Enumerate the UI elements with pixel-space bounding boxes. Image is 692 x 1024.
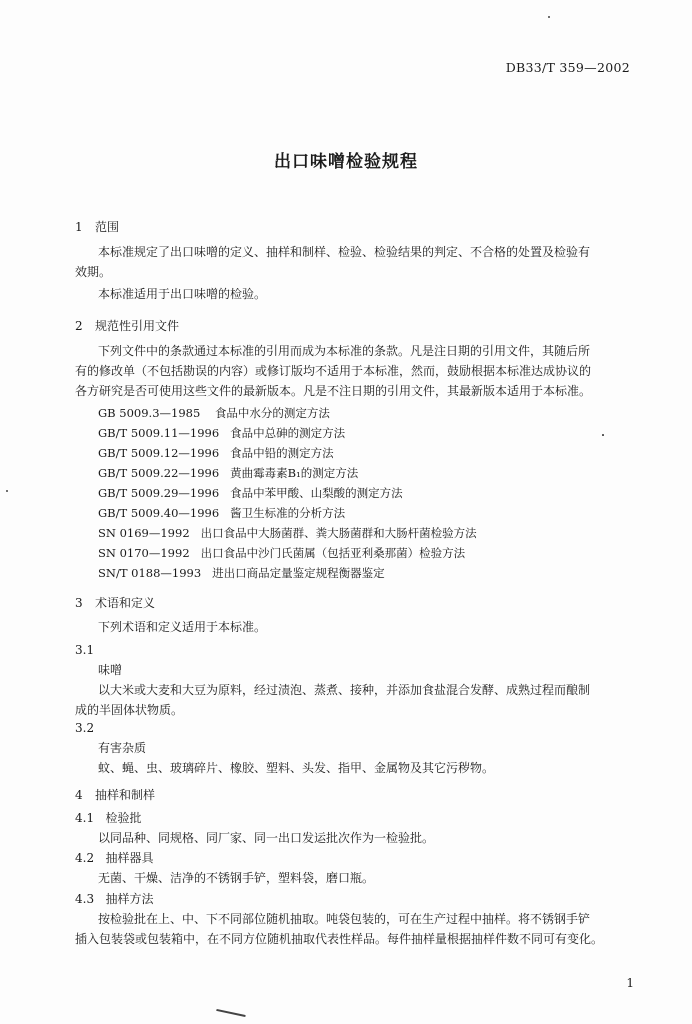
reference-code: GB/T 5009.12—1996 bbox=[98, 446, 220, 460]
reference-item bbox=[98, 485, 403, 501]
section-2-heading bbox=[75, 317, 179, 334]
reference-item bbox=[98, 505, 345, 521]
reference-code: SN 0170—1992 bbox=[98, 546, 190, 560]
reference-code: SN 0169—1992 bbox=[98, 526, 190, 540]
scan-speck bbox=[216, 1009, 246, 1017]
section-2-intro-line1: 下列文件中的条款通过本标准的引用而成为本标准的条款。凡是注日期的引用文件，其随后所 bbox=[98, 344, 591, 358]
section-number: 1 bbox=[75, 220, 83, 234]
subsection-number: 4.3 bbox=[75, 892, 95, 906]
reference-code: SN/T 0188—1993 bbox=[98, 566, 202, 580]
section-1-heading bbox=[75, 218, 119, 235]
document-title: 出口味噌检验规程 bbox=[274, 152, 418, 172]
section-title: 范围 bbox=[95, 220, 120, 234]
section-title: 规范性引用文件 bbox=[95, 319, 180, 333]
reference-title: 出口食品中大肠菌群、粪大肠菌群和大肠杆菌检验方法 bbox=[200, 526, 477, 540]
definition-text-line2: 成的半固体状物质。 bbox=[75, 703, 184, 717]
reference-title: 进出口商品定量鉴定规程衡器鉴定 bbox=[212, 566, 385, 580]
reference-title: 酱卫生标准的分析方法 bbox=[230, 506, 346, 520]
section-4-heading bbox=[75, 786, 155, 803]
section-3-heading bbox=[75, 594, 155, 611]
reference-title: 食品中总砷的测定方法 bbox=[230, 426, 346, 440]
reference-title: 出口食品中沙门氏菌属（包括亚利桑那菌）检验方法 bbox=[200, 546, 466, 560]
subsection-number: 4.2 bbox=[75, 851, 95, 865]
subsection-title: 抽样方法 bbox=[105, 892, 154, 906]
reference-item bbox=[98, 425, 345, 441]
section-number: 2 bbox=[75, 319, 83, 333]
page-number: 1 bbox=[626, 976, 634, 990]
scan-speck bbox=[602, 434, 604, 436]
section-2-intro-line3: 各方研究是否可使用这些文件的最新版本。凡是不注日期的引用文件，其最新版本适用于本标准。 bbox=[75, 384, 592, 398]
subsection-title: 抽样器具 bbox=[105, 851, 154, 865]
section-title: 抽样和制样 bbox=[95, 788, 156, 802]
reference-item bbox=[98, 465, 358, 481]
subsection-4-1-text: 以同品种、同规格、同厂家、同一出口发运批次作为一检验批。 bbox=[98, 831, 435, 845]
definition-text-line1: 以大米或大麦和大豆为原料，经过渍泡、蒸煮、接种，并添加食盐混合发酵、成熟过程而酿制 bbox=[98, 683, 591, 697]
reference-title: 食品中苯甲酸、山梨酸的测定方法 bbox=[230, 486, 403, 500]
definition-term: 有害杂质 bbox=[98, 741, 147, 755]
subsection-number: 4.1 bbox=[75, 811, 95, 825]
reference-item bbox=[98, 445, 334, 461]
reference-code: GB/T 5009.40—1996 bbox=[98, 506, 220, 520]
definition-number: 3.1 bbox=[75, 643, 95, 657]
reference-code: GB/T 5009.29—1996 bbox=[98, 486, 220, 500]
scan-speck bbox=[6, 490, 8, 492]
section-number: 4 bbox=[75, 788, 83, 802]
section-title: 术语和定义 bbox=[95, 596, 156, 610]
reference-item bbox=[98, 525, 477, 541]
reference-item bbox=[98, 565, 385, 581]
reference-code: GB 5009.3—1985 bbox=[98, 406, 201, 420]
subsection-4-2-heading bbox=[75, 848, 154, 868]
doc-code: DB33/T 359—2002 bbox=[505, 60, 630, 75]
subsection-4-3-heading bbox=[75, 889, 154, 909]
section-3-intro: 下列术语和定义适用于本标准。 bbox=[98, 620, 267, 634]
subsection-4-2-text: 无菌、干燥、洁净的不锈钢手铲，塑料袋，磨口瓶。 bbox=[98, 871, 375, 885]
definition-number: 3.2 bbox=[75, 721, 95, 735]
reference-title: 食品中铅的测定方法 bbox=[230, 446, 334, 460]
section-1-para2: 本标准适用于出口味噌的检验。 bbox=[98, 287, 267, 301]
section-2-intro-line2: 有的修改单（不包括勘误的内容）或修订版均不适用于本标准，然而，鼓励根据本标准达成协议的 bbox=[75, 364, 592, 378]
section-number: 3 bbox=[75, 596, 83, 610]
reference-title: 黄曲霉毒素B₁的测定方法 bbox=[230, 466, 359, 480]
subsection-4-1-heading bbox=[75, 808, 142, 828]
subsection-title: 检验批 bbox=[105, 811, 142, 825]
scan-speck bbox=[548, 16, 550, 18]
reference-code: GB/T 5009.22—1996 bbox=[98, 466, 220, 480]
definition-term: 味噌 bbox=[98, 663, 123, 677]
reference-title: 食品中水分的测定方法 bbox=[214, 406, 330, 420]
reference-item bbox=[98, 405, 330, 421]
subsection-4-3-text-line2: 插入包装袋或包装箱中，在不同方位随机抽取代表性样品。每件抽样量根据抽样件数不同可有变化。 bbox=[75, 932, 604, 946]
reference-item bbox=[98, 545, 465, 561]
definition-text: 蚊、蝇、虫、玻璃碎片、橡胶、塑料、头发、指甲、金属物及其它污秽物。 bbox=[98, 761, 495, 775]
subsection-4-3-text-line1: 按检验批在上、中、下不同部位随机抽取。吨袋包装的，可在生产过程中抽样。将不锈钢手铲 bbox=[98, 912, 591, 926]
section-1-para1-line2: 效期。 bbox=[75, 265, 112, 279]
section-1-para1-line1: 本标准规定了出口味噌的定义、抽样和制样、检验、检验结果的判定、不合格的处置及检验有 bbox=[98, 245, 591, 259]
reference-code: GB/T 5009.11—1996 bbox=[98, 426, 220, 440]
